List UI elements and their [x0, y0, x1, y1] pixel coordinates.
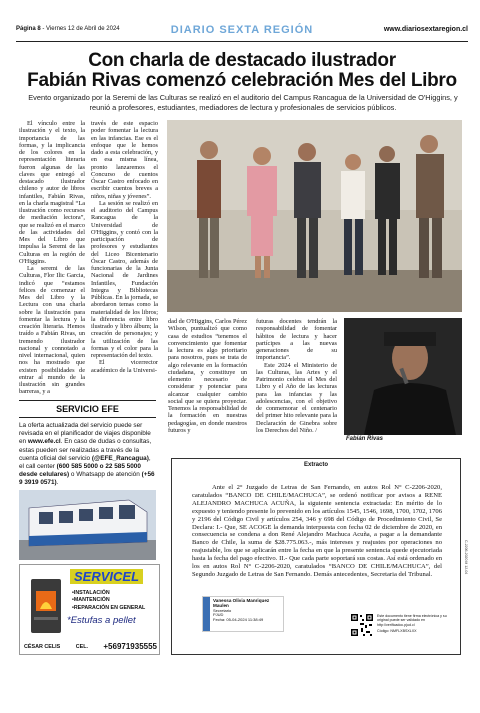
ad-tagline: *Estufas a pellet — [67, 615, 136, 626]
article-column-2 — [91, 120, 158, 374]
paragraph: La sesión se realizó en el auditorio del Campus Rancagua de la Universidad de O'Higgins, y contó con la participación de profesores y estudiantes del Liceo Bicentenario Óscar Castro, además de funcionarias de la Junta Nacional de Jardines Infantiles, Fundación Integra y Bibliotecas Públicas. En la jornada, se abordaron temas como la materialidad de los libros; la diferencia entre libro ilustrado y libro álbum; la creación de personajes; y la utilización de las formas y el color para la representación del texto. — [91, 199, 158, 359]
contact-name: CÉSAR CELIS — [24, 644, 61, 650]
headline-line-2: Fabián Rivas comenzó celebración Mes del Libro — [27, 70, 457, 91]
qr-code-icon — [350, 613, 374, 637]
efe-phones: (600 585 5000 o 22 585 5000 desde celulares) — [19, 463, 141, 479]
service-list — [72, 590, 145, 612]
efe-title: SERVICIO EFE — [56, 404, 119, 414]
signer-role: Secretario — [213, 607, 232, 613]
pellet-stove-icon — [28, 577, 64, 635]
photo-caption: Fabián Rivas — [346, 436, 384, 442]
electronic-signature — [202, 596, 284, 632]
article-column-4 — [256, 318, 337, 434]
portrait-photo — [344, 318, 462, 435]
efe-service-box — [19, 400, 156, 488]
paragraph: La seremi de las Culturas, Flor Ilic Garcia, indicó que “estamos felices de comenzar el Mes del Libro y la Lectura con una charla sobre la ilustración para fomentar la lectura y la creación literaria. Hemos traído a Fabián Rivas, un tremendo ilustrador nacional y connotado a nivel internacional, quien nos ha mostrado que existen posibilidades de entrar al mundo de la ilustración sin grandes barreras, y a — [19, 265, 85, 396]
paragraph: dad de O'Higgins, Carlos Pérez Wilson, puntualizó que como casa de estudios “tenemos el convencimiento que fomentar la lectura es algo prioritario para nosotros, pues se trata de algo relevante en la formación ciudadana, y constituye un elemento necesario de considerar y potenciar para alcanzar cualquier cambio social que se quiera proyectar. Tenemos la responsabilidad de la formación en nuestras pedagogías, en donde nuestros futuros y — [168, 318, 247, 434]
extracto-title: Extracto — [303, 462, 328, 468]
service-item: •INSTALACIÓN — [72, 590, 110, 596]
paragraph: Este 2024 el Ministerio de las Culturas, las Artes y el Patrimonio celebra el Mes del Libro y el Año de las lecturas para las infancias y las adolescencias, con el objetivo de conmemorar el centenario del primer hito relevante para la Declaración de Ginebra sobre los Derechos del Niño. / — [256, 361, 337, 434]
paragraph: El vicerrector académico de la Universi- — [91, 359, 158, 374]
newspaper-site: www.diariosextaregion.cl — [383, 26, 468, 33]
efe-body: La oferta actualizada del servicio puede ser revisada en el planificador de viajes disponible en www.efe.cl. En caso de dudas o consultas, estas pueden ser realizadas a través de la cuenta oficial del servicio (@EFE_Rancagua), el call center (600 585 5000 o 22 585 5000 desde celulares) o Whatsapp de atención (+56 9 3919 0571). — [19, 422, 155, 487]
servicel-logo: SERVICEL — [70, 569, 143, 584]
page-number: Página 8 — [16, 26, 41, 32]
extracto-body: Ante el 2° Juzgado de Letras de San Fernando, en autos Rol N° C-2206-2020, caratulados “BANCO DE CHILE/MACHUCA”, se ordenó notificar por avisos a RENE ALEJANDRO MACHUCA ACUÑA, la siguiente sentencia extractada: En mérito de lo expuesto y teniendo presente lo prevenido en los artículos 1545, 1546, 1698, 1700, 1702, 1706 y 2196 del Código Civil y artículos 254, 346 y 698 del Código de Procedimiento Civil, Se Declara: I.- Que, SE ACOGE la demanda interpuesta con fecha 02 de diciembre de 2020, en consecuencia se condena a don René Alejandro Machuca Acuña, a pagar a la demandante Banco de Chile, la suma de $28.775.063.-, más intereses y reajustes por operaciones no reajustable, los que se aplicarán entre la fecha en que la presente sentencia quede ejecutoriada hasta la fecha del pago efectivo. II.- Que cada parte soportará sus costas. Así está ordenado en los en autos Rol N° C-2206-2020, caratulados “BANCO DE CHILE/MACHUCA”, del Segundo Juzgado de Letras de San Fernando. Demás antecedentes, Secretaria del Tribunal. — [192, 484, 442, 578]
service-item: •REPARACIÓN EN GENERAL — [72, 604, 146, 611]
newspaper-brand: DIARIO SEXTA REGIÓN — [170, 24, 314, 36]
document-code: Código: NMFLXBSXLXX — [377, 629, 417, 634]
divider — [19, 417, 156, 418]
paragraph: futuras docentes tendrán la responsabilidad de fomentar hábitos de lectura y hacer partícipes a las nuevas generaciones de su importancia”. — [256, 318, 337, 362]
signer-unit: PJUD — [213, 612, 224, 618]
qr-validation-note: Este documento tiene firma electrónica y su original puede ser validado en http://verificadoc.pjud.cl Código: NMFLXBSXLXX — [377, 614, 455, 634]
servicel-ad — [19, 564, 160, 655]
service-item: •MANTENCIÓN — [72, 597, 110, 604]
side-code: C-2206-2020 M 12-04 — [464, 540, 468, 575]
group-photo — [167, 120, 462, 312]
issue-date: - Viernes 12 de Abril de 2024 — [40, 26, 120, 32]
efe-handle: (@EFE_Rancagua) — [91, 454, 149, 462]
train-photo — [19, 490, 156, 560]
article-column-1 — [19, 120, 85, 396]
signer-name: Vanessa Olivia Manriquez Maulen — [213, 598, 270, 608]
headline-line-1: Con charla de destacado ilustrador — [88, 50, 396, 71]
header-rule — [16, 41, 468, 42]
ad-contact — [24, 644, 157, 650]
page-header — [16, 25, 468, 39]
contact-phone: +56971935555 — [103, 642, 157, 651]
efe-url[interactable]: www.efe.cl — [27, 438, 61, 446]
article-deck: Evento organizado por la Seremi de las Culturas se realizó en el auditorio del Campus Rancagua de la Universidad de O'Higgins, y reunió a profesores, estudiantes, mediadores de lectura y profesionales de servicios públicos. — [28, 93, 458, 112]
article-column-3 — [168, 318, 247, 434]
paragraph: través de este espacio poder fomentar la lectura en las infancias. Ese es el enfoque que le hemos dado a esta celebración, y en esa misma línea, pronto lanzaremos el Concurso de cuentos Óscar Castro enfocado en escribir cuentos breves a niños, niñas y jóvenes”. — [91, 120, 158, 200]
signer-date: Fecha: 05-04-2024 11:38:49 — [213, 617, 264, 623]
signature-accent — [203, 597, 210, 631]
paragraph: El vínculo entre la ilustración y el texto, la importancia de las formas, y la implicancia de los colores en la representación literaria fueron algunas de las claves que entregó el destacado ilustrador chileno y autor de libros infantiles, Fabián Rivas, en la charla magistral “La ilustración como recursos de mediación lectora”, que se realizó en el marco de las actividades del Mes del Libro que impulsa la Seremi de las Culturas en la región de O'Higgins. — [19, 120, 85, 265]
contact-label: CEL. — [75, 644, 89, 650]
efe-whatsapp: (+56 9 3919 0571) — [19, 471, 155, 487]
